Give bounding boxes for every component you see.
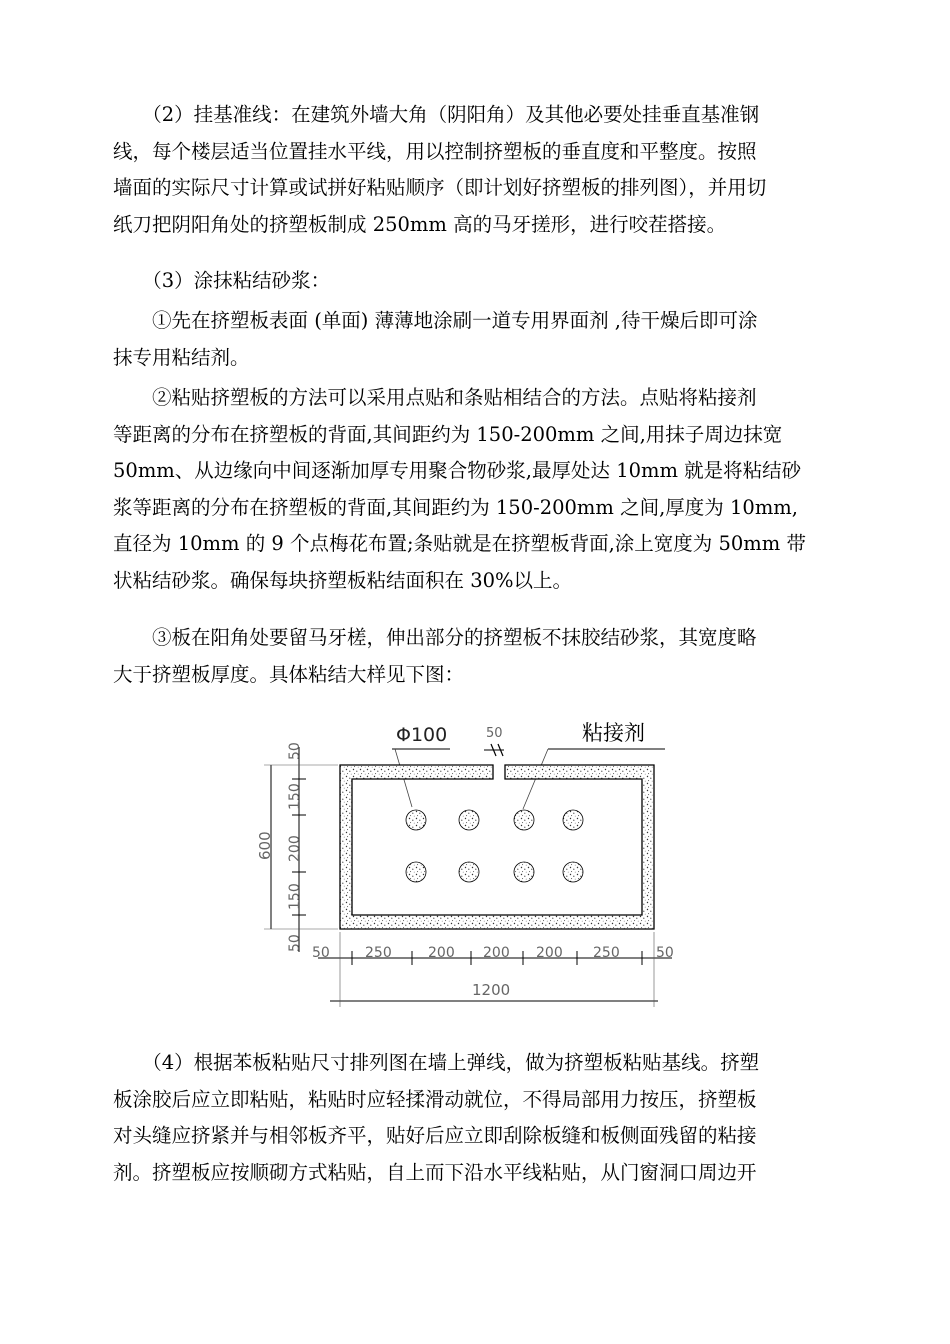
dim-label-left-total: 600 [256,831,274,860]
text-line: ③板在阳角处要留马牙槎，伸出部分的挤塑板不抹胶结砂浆，其宽度略 [113,626,757,649]
text-line: 纸刀把阴阳角处的挤塑板制成 250mm 高的马牙搓形，进行咬茬搭接。 [113,212,727,236]
adhesive-dot [563,862,583,882]
text-line: 浆等距离的分布在挤塑板的背面,其间距约为 150-200mm 之间,厚度为 10mm, [113,495,798,519]
adhesive-layout-diagram [240,712,710,1012]
dim-label-bottom-2: 200 [428,945,455,961]
text-line: ②粘贴挤塑板的方法可以采用点贴和条贴相结合的方法。点贴将粘接剂 [113,386,757,409]
adhesive-dot [563,810,583,830]
gap-label: 50 [486,726,503,741]
text-line: 等距离的分布在挤塑板的背面,其间距约为 150-200mm 之间,用抹子周边抹宽 [113,422,783,446]
dim-label-left-3: 150 [287,883,303,910]
paragraph-step-3 [113,620,863,693]
dim-label-left-1: 150 [287,783,303,810]
text-line: 墙面的实际尺寸计算或试拼好粘贴顺序（即计划好挤塑板的排列图），并用切 [113,176,767,199]
text-line: ①先在挤塑板表面 (单面) 薄薄地涂刷一道专用界面剂 ,待干燥后即可涂 [113,309,758,332]
text-line: 对头缝应挤紧并与相邻板齐平，贴好后应立即刮除板缝和板侧面残留的粘接 [113,1124,757,1147]
text-line: 大于挤塑板厚度。具体粘结大样见下图： [113,662,465,686]
paragraph-heading-3 [113,263,863,300]
adhesive-dot [459,862,479,882]
dim-label-bottom-3: 200 [483,945,510,961]
dim-label-bottom-5: 250 [593,945,620,961]
adhesive-dot [514,810,534,830]
text-line: 直径为 10mm 的 9 个点梅花布置;条贴就是在挤塑板背面,涂上宽度为 50mm 带 [113,532,806,555]
dot-size-label: Φ100 [396,724,448,746]
adhesive-dot-group [406,810,583,882]
dim-label-bottom-0: 50 [312,945,330,961]
paragraph-step-4 [113,1045,863,1191]
paragraph-step-2 [113,380,863,599]
perimeter-adhesive-strip [340,765,654,929]
adhesive-dot [406,810,426,830]
adhesive-dot [459,810,479,830]
adhesive-label: 粘接剂 [582,721,645,745]
dim-label-bottom-4: 200 [536,945,563,961]
dim-label-left-0: 50 [287,742,303,760]
text-line: （4）根据苯板粘贴尺寸排列图在墙上弹线，做为挤塑板粘贴基线。挤塑 [113,1051,760,1074]
dim-label-bottom-1: 250 [365,945,392,961]
text-line: 50mm、从边缘向中间逐渐加厚专用聚合物砂浆,最厚处达 10mm 就是将粘结砂 [113,459,802,482]
dim-label-left-4: 50 [287,934,303,952]
dim-label-bottom-6: 50 [656,945,674,961]
dim-label-left-2: 200 [287,835,303,862]
text-line: （3）涂抹粘结砂浆： [113,269,331,292]
text-line: 板涂胶后应立即粘贴，粘贴时应轻揉滑动就位，不得局部用力按压，挤塑板 [113,1087,757,1111]
dim-label-bottom-total: 1200 [472,981,511,999]
text-line: 抹专用粘结剂。 [113,345,250,369]
text-line: 剂。挤塑板应按顺砌方式粘贴，自上而下沿水平线粘贴，从门窗洞口周边开 [113,1160,757,1184]
adhesive-dot [406,862,426,882]
paragraph-step-1 [113,303,863,376]
text-line: 状粘结砂浆。确保每块挤塑板粘结面积在 30%以上。 [113,568,573,592]
adhesive-dot [514,862,534,882]
text-line: 线，每个楼层适当位置挂水平线，用以控制挤塑板的垂直度和平整度。按照 [113,139,757,163]
text-line: （2）挂基准线：在建筑外墙大角（阴阳角）及其他必要处挂垂直基准钢 [113,103,760,126]
paragraph-baseline [113,97,863,243]
